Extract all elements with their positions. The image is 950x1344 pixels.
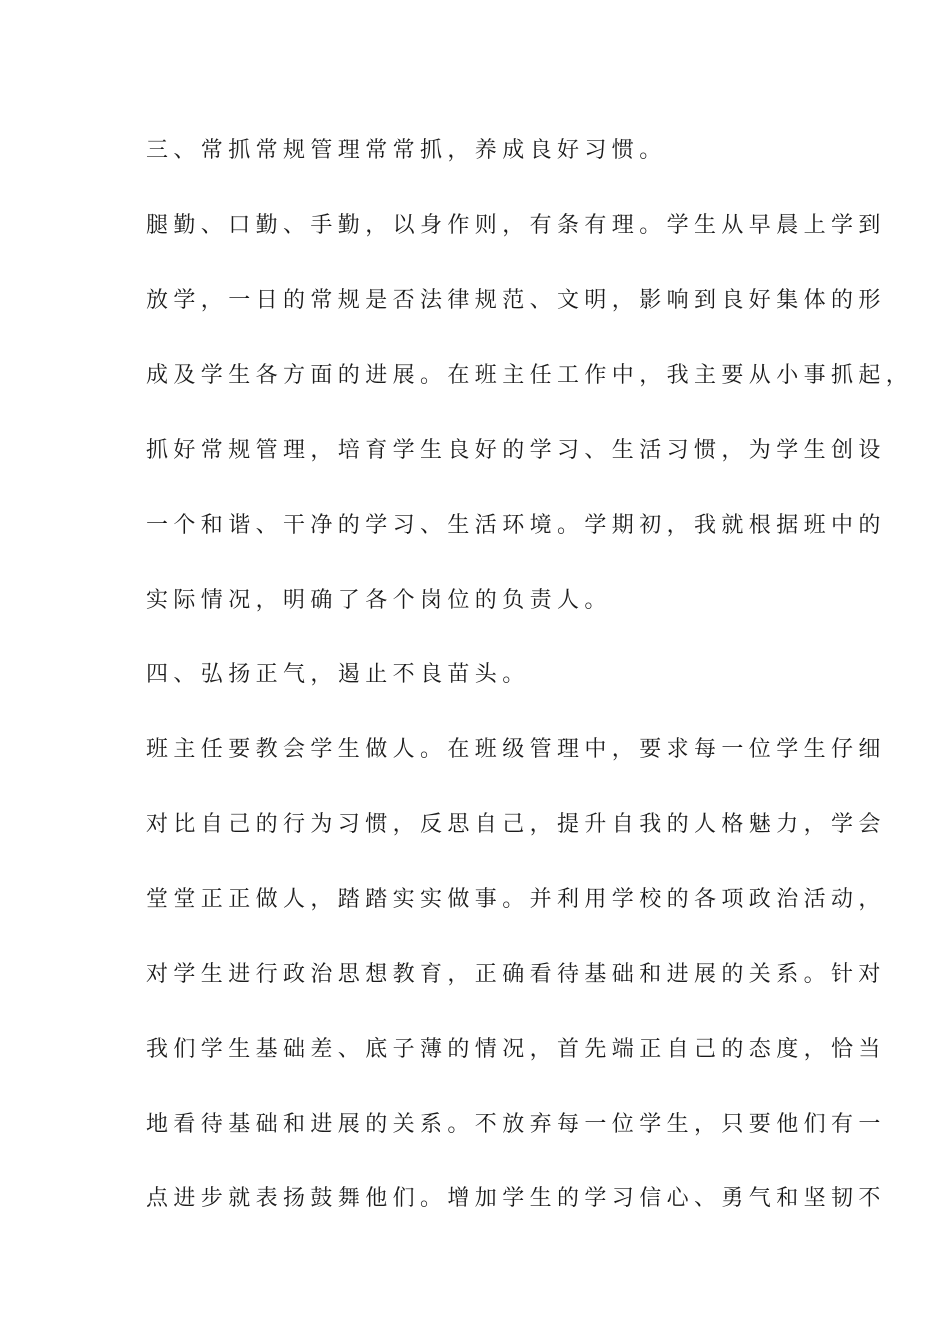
paragraph-line: 对学生进行政治思想教育，正确看待基础和进展的关系。针对 — [146, 962, 886, 987]
paragraph-line: 抓好常规管理，培育学生良好的学习、生活习惯，为学生创设 — [146, 438, 886, 463]
paragraph-line: 腿勤、口勤、手勤，以身作则，有条有理。学生从早晨上学到 — [146, 213, 886, 238]
paragraph-line: 点进步就表扬鼓舞他们。增加学生的学习信心、勇气和坚韧不 — [146, 1186, 886, 1211]
section-heading-4: 四、弘扬正气，遏止不良苗头。 — [146, 662, 530, 687]
paragraph-line: 地看待基础和进展的关系。不放弃每一位学生，只要他们有一 — [146, 1112, 886, 1137]
paragraph-line: 堂堂正正做人，踏踏实实做事。并利用学校的各项政治活动， — [146, 887, 886, 912]
section-heading-3: 三、常抓常规管理常常抓，养成良好习惯。 — [146, 138, 667, 163]
paragraph-line: 班主任要教会学生做人。在班级管理中，要求每一位学生仔细 — [146, 737, 886, 762]
paragraph-line: 实际情况，明确了各个岗位的负责人。 — [146, 588, 612, 613]
paragraph-line: 对比自己的行为习惯，反思自己，提升自我的人格魅力，学会 — [146, 812, 886, 837]
paragraph-line: 一个和谐、干净的学习、生活环境。学期初，我就根据班中的 — [146, 513, 886, 538]
paragraph-line: 成及学生各方面的进展。在班主任工作中，我主要从小事抓起， — [146, 363, 914, 388]
paragraph-line: 我们学生基础差、底子薄的情况，首先端正自己的态度，恰当 — [146, 1037, 886, 1062]
paragraph-line: 放学，一日的常规是否法律规范、文明，影响到良好集体的形 — [146, 288, 886, 313]
